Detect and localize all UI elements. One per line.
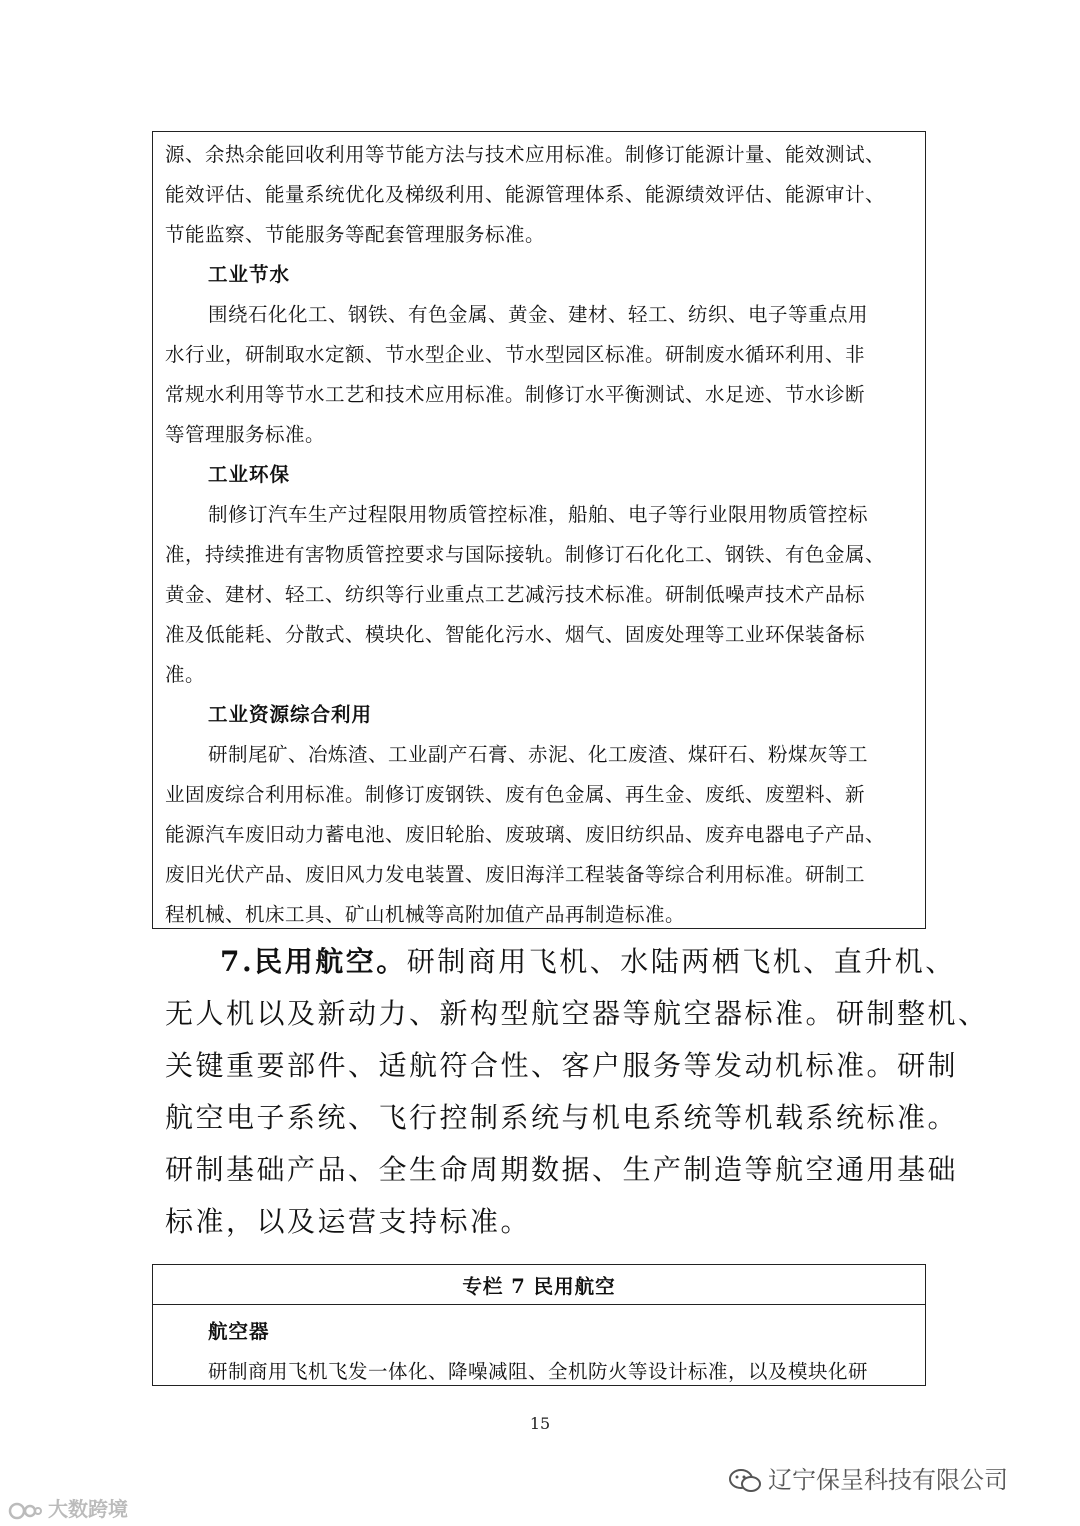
body-paragraph-line: 标准，以及运营支持标准。 bbox=[165, 1205, 532, 1238]
paragraph-lead-title: 7.民用航空。 bbox=[220, 945, 407, 978]
section-line: 准。 bbox=[165, 663, 206, 686]
box1-intro-line: 节能监察、节能服务等配套管理服务标准。 bbox=[165, 223, 546, 246]
section-heading-aircraft: 航空器 bbox=[208, 1320, 270, 1343]
watermark-logo-icon bbox=[8, 1500, 42, 1522]
section-line: 制修订汽车生产过程限用物质管控标准，船舶、电子等行业限用物质管控标 bbox=[208, 503, 869, 526]
page-number: 15 bbox=[529, 1414, 551, 1433]
section-line: 围绕石化化工、钢铁、有色金属、黄金、建材、轻工、纺织、电子等重点用 bbox=[208, 303, 869, 326]
section-line: 常规水利用等节水工艺和技术应用标准。制修订水平衡测试、水足迹、节水诊断 bbox=[165, 383, 866, 406]
body-paragraph-line: 关键重要部件、适航符合性、客户服务等发动机标准。研制 bbox=[165, 1049, 959, 1082]
section-line: 业固废综合利用标准。制修订废钢铁、废有色金属、再生金、废纸、废塑料、新 bbox=[165, 783, 866, 806]
section-line: 研制尾矿、冶炼渣、工业副产石膏、赤泥、化工废渣、煤矸石、粉煤灰等工 bbox=[208, 743, 869, 766]
box-divider bbox=[152, 1304, 926, 1305]
section-line: 黄金、建材、轻工、纺织等行业重点工艺减污技术标准。研制低噪声技术产品标 bbox=[165, 583, 866, 606]
section-line: 程机械、机床工具、矿山机械等高附加值产品再制造标准。 bbox=[165, 903, 686, 926]
watermark-left bbox=[8, 1493, 128, 1522]
wechat-icon bbox=[728, 1467, 762, 1495]
section-line: 废旧光伏产品、废旧风力发电装置、废旧海洋工程装备等综合利用标准。研制工 bbox=[165, 863, 866, 886]
body-paragraph-line: 无人机以及新动力、新构型航空器等航空器标准。研制整机、 bbox=[165, 997, 989, 1030]
body-paragraph-line: 研制基础产品、全生命周期数据、生产制造等航空通用基础 bbox=[165, 1153, 959, 1186]
section-line: 研制商用飞机飞发一体化、降噪减阻、全机防火等设计标准，以及模块化研 bbox=[208, 1360, 869, 1383]
watermark-right-text: 辽宁保呈科技有限公司 bbox=[768, 1466, 1008, 1494]
box1-intro-line: 能效评估、能量系统优化及梯级利用、能源管理体系、能源绩效评估、能源审计、 bbox=[165, 183, 886, 206]
section-heading-environmental: 工业环保 bbox=[208, 463, 291, 486]
box1-intro-line: 源、余热余能回收利用等节能方法与技术应用标准。制修订能源计量、能效测试、 bbox=[165, 143, 886, 166]
body-paragraph-line: 航空电子系统、飞行控制系统与机电系统等机载系统标准。 bbox=[165, 1101, 959, 1134]
section-line: 能源汽车废旧动力蓄电池、废旧轮胎、废玻璃、废旧纺织品、废弃电器电子产品、 bbox=[165, 823, 886, 846]
section-line: 水行业，研制取水定额、节水型企业、节水型园区标准。研制废水循环利用、非 bbox=[165, 343, 866, 366]
section-heading-water-saving: 工业节水 bbox=[208, 263, 291, 286]
watermark-right bbox=[728, 1460, 1008, 1495]
paragraph-text: 研制商用飞机、水陆两栖飞机、直升机、 bbox=[406, 945, 956, 978]
section-line: 准，持续推进有害物质管控要求与国际接轨。制修订石化化工、钢铁、有色金属、 bbox=[165, 543, 886, 566]
section-heading-resource-utilization: 工业资源综合利用 bbox=[208, 703, 373, 726]
body-paragraph-first-line bbox=[220, 942, 956, 982]
section-line: 准及低能耗、分散式、模块化、智能化污水、烟气、固废处理等工业环保装备标 bbox=[165, 623, 866, 646]
section-line: 等管理服务标准。 bbox=[165, 423, 326, 446]
watermark-left-text: 大数跨境 bbox=[48, 1497, 128, 1521]
column-box-title: 专栏 7 民用航空 bbox=[462, 1275, 616, 1298]
